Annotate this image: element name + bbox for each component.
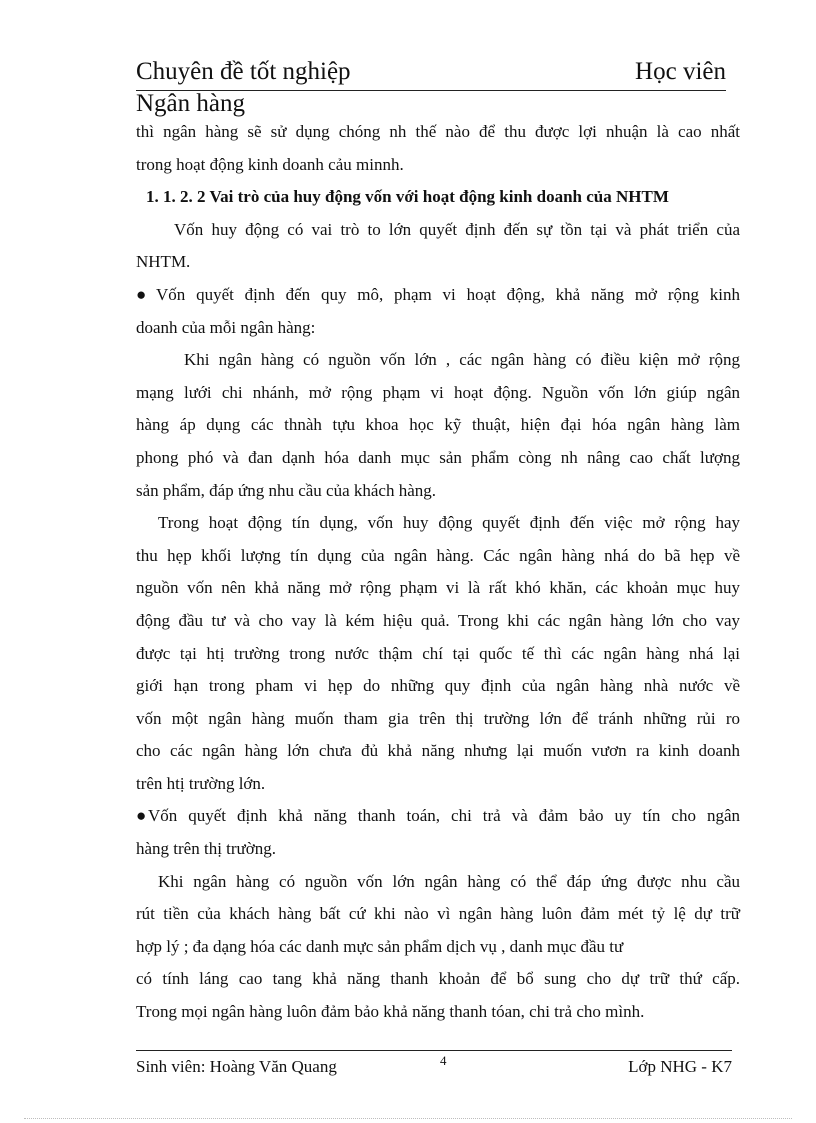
text-line: hàng áp dụng các thnàh tựu khoa học kỹ thuật, hiện đại hóa ngân hàng làm bbox=[136, 415, 740, 435]
footer-student: Sinh viên: Hoàng Văn Quang bbox=[136, 1057, 337, 1076]
text-line: được tại htị trường trong nước thậm chí tại quốc tế thì các ngân hàng nhá lại bbox=[136, 643, 740, 663]
text-line: trong hoạt động kinh doanh cảu minnh. bbox=[136, 154, 404, 174]
page-edge-divider bbox=[24, 1118, 792, 1119]
bullet-text: Vốn quyết định đến quy mô, phạm vi hoạt động, khả năng mở rộng kinh bbox=[156, 284, 740, 304]
text-line: Vốn huy động có vai trò to lớn quyết định đến sự tồn tại và phát triển của bbox=[174, 219, 740, 239]
footer-class: Lớp NHG - K7 bbox=[628, 1057, 732, 1076]
section-heading: 1. 1. 2. 2 Vai trò của huy động vốn với hoạt động kinh doanh của NHTM bbox=[146, 187, 669, 207]
text-line: thì ngân hàng sẽ sử dụng chóng nh thế nào để thu được lợi nhuận là cao nhất bbox=[136, 122, 740, 141]
text-line: rút tiền của khách hàng bất cứ khi nào vì ngân hàng luôn đảm mét tỷ lệ dự trữ bbox=[136, 904, 740, 924]
text-line: NHTM. bbox=[136, 252, 191, 272]
text-line: Khi ngân hàng có nguồn vốn lớn ngân hàng có thể đáp ứng được nhu cầu bbox=[158, 871, 740, 891]
bullet-icon: ● bbox=[136, 284, 147, 304]
text-line: giới hạn trong pham vi hẹp do những quy định của ngân hàng nhà nước về bbox=[136, 676, 740, 696]
text-line: hợp lý ; đa dạng hóa các danh mực sản phẩm dịch vụ , danh mục đầu tư bbox=[136, 936, 624, 956]
text-line: hàng trên thị trường. bbox=[136, 839, 277, 859]
bullet-text: Vốn quyết định khả năng thanh toán, chi trả và đảm bảo uy tín cho ngân bbox=[148, 806, 740, 826]
text-line: Khi ngân hàng có nguồn vốn lớn , các ngân hàng có điều kiện mở rộng bbox=[184, 350, 740, 370]
page-header bbox=[136, 56, 726, 91]
text-line: Trong mọi ngân hàng luôn đảm bảo khả năng thanh tóan, chi trả cho mình. bbox=[136, 1002, 645, 1022]
text-line: thu hẹp khối lượng tín dụng của ngân hàng. Các ngân hàng nhá do bã hẹp về bbox=[136, 545, 740, 565]
text-line: sản phẩm, đáp ứng nhu cầu của khách hàng. bbox=[136, 480, 437, 500]
text-line: doanh của mỗi ngân hàng: bbox=[136, 317, 316, 337]
header-role: Học viên bbox=[635, 58, 726, 85]
body-text bbox=[136, 116, 740, 1029]
text-line: trên htị trường lớn. bbox=[136, 773, 266, 793]
bullet-line bbox=[136, 279, 740, 312]
bullet-icon: ● bbox=[136, 806, 147, 826]
page-footer bbox=[136, 1050, 732, 1081]
text-line: động đầu tư và cho vay là kém hiệu quả. Trong khi các ngân hàng lớn cho vay bbox=[136, 610, 740, 630]
bullet-line bbox=[136, 800, 740, 833]
text-line: cho các ngân hàng lớn chưa đủ khả năng nhưng lại muốn vươn ra kinh doanh bbox=[136, 741, 740, 761]
text-line: mạng lưới chi nhánh, mở rộng phạm vi hoạt động. Nguồn vốn lớn giúp ngân bbox=[136, 382, 740, 402]
text-line: vốn một ngân hàng muốn tham gia trên thị trường lớn để tránh những rủi ro bbox=[136, 708, 740, 728]
text-line: nguồn vốn nên khả năng mở rộng phạm vi là rất khó khăn, các khoản mục huy bbox=[136, 578, 740, 598]
text-line: có tính láng cao tang khả năng thanh khoản để bổ sung cho dự trữ thứ cấp. bbox=[136, 969, 740, 989]
text-line: phong phó và đan dạnh hóa danh mục sản phẩm còng nh nâng cao chất lượng bbox=[136, 447, 740, 467]
header-subtitle: Ngân hàng bbox=[136, 90, 245, 117]
page-number: 4 bbox=[440, 1053, 447, 1068]
header-title: Chuyên đề tốt nghiệp bbox=[136, 58, 351, 85]
text-line: Trong hoạt động tín dụng, vốn huy động quyết định đến việc mở rộng hay bbox=[158, 513, 740, 533]
